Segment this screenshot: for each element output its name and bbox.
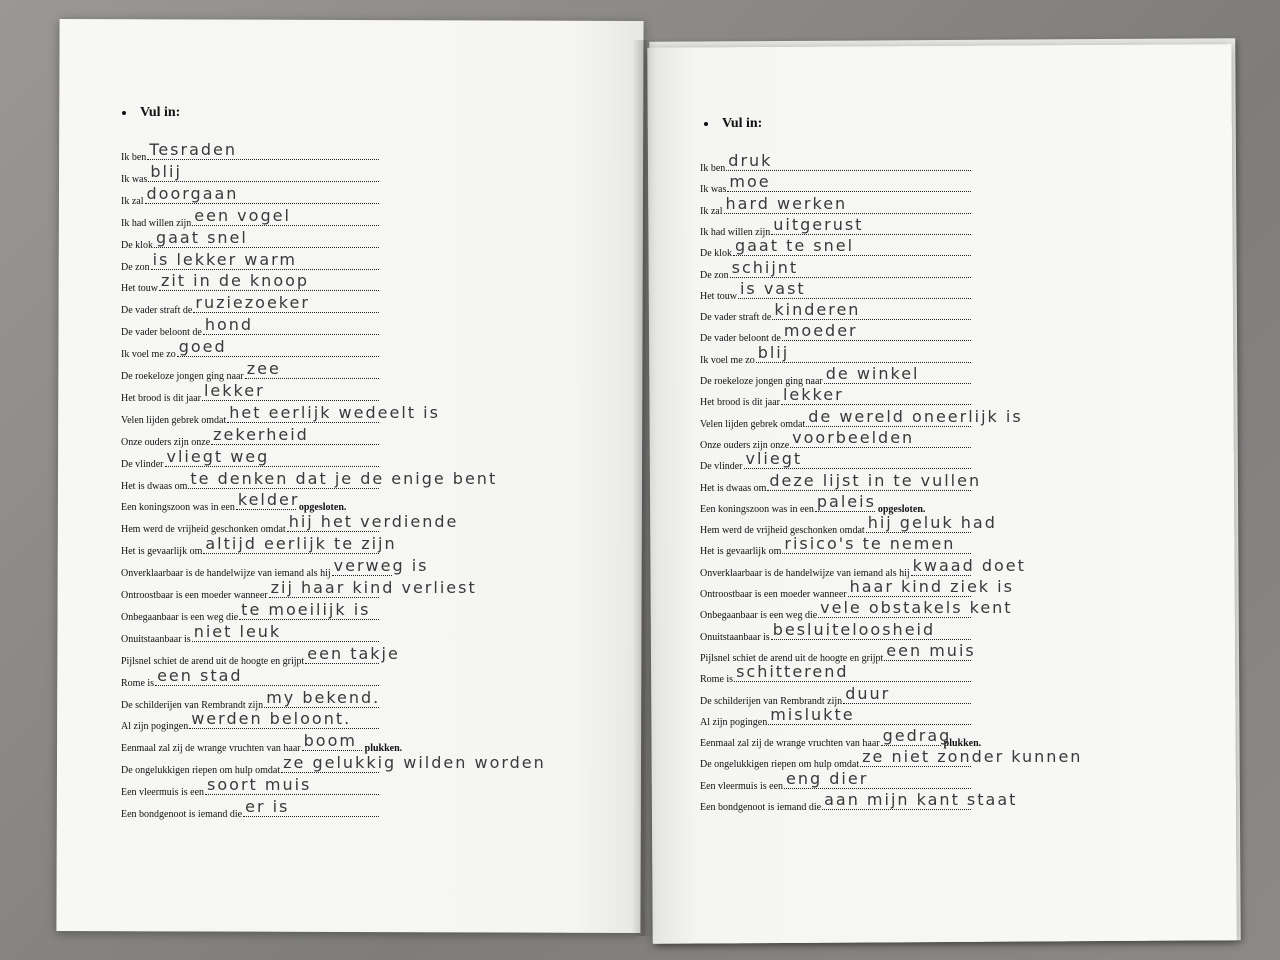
handwritten-answer: vliegt weg	[166, 446, 270, 466]
answer-blank[interactable]	[744, 449, 972, 469]
answer-blank[interactable]	[192, 205, 379, 226]
book-spine	[632, 40, 658, 936]
answer-blank[interactable]	[767, 470, 982, 491]
handwritten-answer: er is	[245, 797, 290, 816]
exercise-prompt: Een vleermuis is een	[700, 780, 784, 792]
exercise-prompt: Een koningszoon was in een	[121, 502, 235, 514]
answer-blank[interactable]	[726, 151, 971, 171]
handwritten-answer: risico's te nemen	[784, 534, 956, 554]
exercise-prompt: Ontroostbaar is een moeder wanneer	[121, 590, 268, 601]
answer-blank[interactable]	[781, 385, 971, 405]
handwritten-answer: ruziezoeker	[195, 293, 310, 313]
handwritten-answer: duur	[845, 683, 891, 703]
exercise-prompt: Rome is	[121, 677, 155, 689]
answer-blank[interactable]	[790, 427, 971, 448]
exercise-prompt: Een bondgenoot is iemand die	[121, 809, 243, 820]
exercise-prompt: Een koningszoon was in een	[700, 503, 814, 515]
handwritten-answer: werden beloont.	[191, 709, 352, 729]
handwritten-answer: hij geluk had	[867, 513, 997, 533]
handwritten-answer: lekker	[782, 385, 844, 405]
handwritten-answer: zee	[246, 359, 281, 378]
exercise-prompt: Onverklaarbaar is de handelwijze van iemand als hij	[121, 568, 331, 580]
handwritten-answer: Tesraden	[149, 140, 238, 159]
answer-blank[interactable]	[815, 491, 876, 512]
exercise-prompt: Al zijn pogingen	[700, 716, 768, 728]
handwritten-answer: voorbeelden	[792, 427, 915, 447]
handwritten-answer: moe	[729, 172, 771, 192]
exercise-prompt: Pijlsnel schiet de arend uit de hoogte en grijpt	[700, 652, 884, 664]
exercise-prompt: De vlinder	[121, 458, 164, 470]
exercise-prompt: Al zijn pogingen	[121, 721, 189, 733]
answer-blank[interactable]	[305, 643, 400, 664]
answer-blank[interactable]	[911, 555, 1026, 576]
answer-blank[interactable]	[245, 359, 379, 379]
answer-blank[interactable]	[239, 599, 379, 620]
answer-blank[interactable]	[269, 578, 477, 598]
exercise-prompt: De ongelukkigen riepen om hulp omdat	[121, 765, 281, 777]
exercise-prompt: De zon	[700, 269, 729, 281]
left-heading: Vul in:	[122, 105, 180, 121]
handwritten-answer: haar kind ziek is	[849, 577, 1014, 596]
handwritten-answer: blij	[757, 342, 790, 362]
exercise-prompt: De vader beloont de	[700, 333, 781, 345]
answer-blank[interactable]	[738, 278, 971, 299]
handwritten-answer: boom	[303, 731, 357, 751]
exercise-prompt: Rome is	[700, 674, 734, 686]
handwritten-answer: doorgaan	[146, 183, 239, 203]
answer-blank[interactable]	[818, 598, 1013, 618]
handwritten-answer: my bekend.	[266, 687, 381, 707]
answer-blank[interactable]	[734, 662, 971, 682]
handwritten-answer: schijnt	[731, 257, 799, 277]
answer-blank[interactable]	[189, 709, 379, 729]
exercise-prompt: De klok	[121, 239, 153, 251]
exercise-prompt: De zon	[121, 261, 150, 273]
answer-blank[interactable]	[866, 513, 997, 533]
answer-blank[interactable]	[192, 621, 379, 642]
exercise-prompt: Ik had willen zijn	[121, 217, 192, 229]
handwritten-answer: niet leuk	[193, 621, 282, 641]
exercise-line	[700, 321, 971, 345]
exercise-prompt: De vader straft de	[700, 312, 772, 324]
handwritten-answer: schitterend	[736, 662, 849, 682]
exercise-prompt: Ik voel me zo	[121, 349, 176, 361]
handwritten-answer: mislukte	[770, 704, 855, 724]
exercise-prompt: Eenmaal zal zij de wrange vruchten van haar	[700, 738, 880, 750]
exercise-prompt: Het brood is dit jaar	[121, 392, 201, 404]
answer-blank[interactable]	[782, 534, 971, 554]
handwritten-answer: druk	[728, 151, 773, 170]
exercise-prompt: De vader beloont de	[121, 327, 202, 339]
exercise-prompt: Een bondgenoot is iemand die	[700, 802, 822, 813]
exercise-line	[121, 315, 379, 339]
exercise-prompt: Het is gevaarlijk om	[121, 546, 203, 558]
handwritten-answer: altijd eerlijk te zijn	[205, 534, 397, 554]
handwritten-answer: hij het verdiende	[288, 512, 459, 532]
exercise-prompt: Het brood is dit jaar	[700, 397, 780, 409]
exercise-prompt: Ik ben	[121, 152, 147, 163]
handwritten-answer: een takje	[307, 643, 400, 663]
answer-blank[interactable]	[155, 665, 379, 686]
exercise-prompt: De schilderijen van Rembrandt zijn	[700, 695, 843, 707]
handwritten-answer: is vast	[739, 278, 806, 298]
right-heading: Vul in:	[704, 116, 762, 132]
exercise-prompt: Hem werd de vrijheid geschonken omdat	[121, 524, 286, 536]
answer-blank[interactable]	[159, 271, 379, 291]
handwritten-answer: ze gelukkig wilden worden	[283, 753, 546, 773]
handwritten-answer: het eerlijk wedeelt is	[229, 402, 440, 422]
exercise-prompt: De vlinder	[700, 461, 743, 473]
exercise-line	[700, 662, 971, 686]
handwritten-answer: een muis	[886, 640, 976, 660]
handwritten-answer: lekker	[203, 380, 265, 400]
answer-blank[interactable]	[860, 747, 1083, 767]
answer-blank[interactable]	[165, 446, 380, 467]
handwritten-answer: hond	[204, 315, 254, 335]
exercise-prompt: Hem werd de vrijheid geschonken omdat	[700, 525, 865, 537]
handwritten-answer: kinderen	[774, 300, 861, 320]
exercise-prompt: Ik voel me zo	[700, 354, 755, 366]
handwritten-answer: blij	[150, 161, 182, 181]
exercise-prompt: Een vleermuis is een	[121, 787, 205, 799]
exercise-suffix: plukken.	[943, 738, 982, 750]
exercise-prompt: Velen lijden gebrek omdat	[700, 418, 806, 430]
handwritten-answer: vliegt	[745, 449, 803, 469]
exercise-prompt: Ik ben	[700, 163, 726, 174]
exercise-prompt: Het is gevaarlijk om	[700, 546, 782, 558]
bullet-icon	[704, 122, 708, 126]
answer-blank[interactable]	[768, 704, 971, 725]
handwritten-answer: de wereld oneerlijk is	[808, 406, 1023, 426]
answer-blank[interactable]	[881, 726, 952, 746]
handwritten-answer: een stad	[157, 665, 243, 685]
handwritten-answer: zit in de knoop	[160, 271, 310, 291]
answer-blank[interactable]	[756, 342, 971, 363]
handwritten-answer: verweg is	[333, 556, 429, 576]
handwritten-answer: de winkel	[825, 364, 920, 383]
exercise-prompt: Ik zal	[700, 205, 723, 217]
answer-blank[interactable]	[203, 534, 397, 554]
answer-blank[interactable]	[843, 683, 971, 704]
handwritten-answer: is lekker warm	[152, 249, 298, 269]
answer-blank[interactable]	[782, 321, 971, 341]
answer-blank[interactable]	[177, 337, 379, 357]
answer-blank[interactable]	[733, 236, 971, 256]
exercise-prompt: Ik zal	[121, 195, 144, 207]
exercise-prompt: De ongelukkigen riepen om hulp omdat	[700, 759, 860, 771]
exercise-prompt: Pijlsnel schiet de arend uit de hoogte en grijpt	[121, 655, 305, 667]
answer-blank[interactable]	[730, 257, 971, 278]
answer-blank[interactable]	[264, 687, 381, 708]
exercise-prompt: Onuitstaanbaar is	[700, 631, 770, 643]
answer-blank[interactable]	[147, 140, 379, 160]
handwritten-answer: aan mijn kant staat	[824, 790, 1018, 809]
exercise-line	[121, 797, 379, 820]
answer-blank[interactable]	[771, 214, 971, 235]
answer-blank[interactable]	[771, 619, 971, 640]
handwritten-answer: gaat te snel	[734, 236, 855, 256]
exercise-prompt: Het touw	[700, 290, 737, 302]
handwritten-answer: eng dier	[786, 768, 869, 788]
exercise-prompt: Onuitstaanbaar is	[121, 633, 191, 645]
exercise-prompt: Het is dwaas om	[700, 482, 767, 494]
exercise-prompt: Onverklaarbaar is de handelwijze van iemand als hij	[700, 567, 910, 579]
exercise-suffix: opgesloten.	[298, 502, 347, 514]
exercise-suffix: opgesloten.	[877, 503, 926, 515]
handwritten-answer: gedrag	[882, 726, 952, 746]
exercise-prompt: De vader straft de	[121, 305, 193, 317]
answer-blank[interactable]	[205, 775, 379, 795]
handwritten-answer: moeder	[783, 321, 858, 341]
handwritten-answer: hard werken	[725, 193, 848, 213]
exercise-prompt: Het touw	[121, 283, 158, 295]
handwritten-answer: goed	[178, 337, 227, 357]
answer-blank[interactable]	[772, 300, 971, 320]
exercise-line	[700, 427, 971, 451]
answer-blank[interactable]	[822, 790, 1018, 810]
answer-blank[interactable]	[151, 249, 379, 270]
handwritten-answer: paleis	[816, 491, 876, 511]
answer-blank[interactable]	[193, 293, 379, 313]
answer-blank[interactable]	[202, 380, 379, 401]
exercise-prompt: Ik was	[121, 173, 148, 185]
exercise-suffix: plukken.	[364, 743, 403, 755]
handwritten-answer: gaat snel	[155, 227, 248, 247]
exercise-prompt: Velen lijden gebrek omdat	[121, 414, 227, 426]
answer-blank[interactable]	[724, 193, 972, 214]
exercise-prompt: De roekeloze jongen ging naar	[121, 371, 244, 382]
answer-blank[interactable]	[243, 797, 379, 817]
answer-blank[interactable]	[236, 490, 300, 510]
handwritten-answer: uitgerust	[773, 214, 864, 234]
exercise-prompt: De roekeloze jongen ging naar	[700, 376, 823, 387]
handwritten-answer: kelder	[237, 490, 300, 510]
answer-blank[interactable]	[154, 227, 379, 248]
answer-blank[interactable]	[884, 640, 976, 661]
answer-blank[interactable]	[848, 577, 1014, 597]
answer-blank[interactable]	[784, 768, 971, 789]
answer-blank[interactable]	[727, 172, 971, 192]
exercise-prompt: Onze ouders zijn onze	[700, 439, 790, 451]
answer-blank[interactable]	[824, 364, 971, 384]
handwritten-answer: besluiteloosheid	[772, 619, 936, 639]
exercise-prompt: Eenmaal zal zij de wrange vruchten van haar	[121, 743, 301, 755]
exercise-prompt: Ik was	[700, 184, 727, 196]
exercise-prompt: Onbegaanbaar is een weg die	[700, 610, 818, 622]
handwritten-answer: te moeilijk is	[241, 599, 371, 619]
exercise-prompt: Ik had willen zijn	[700, 226, 771, 238]
handwritten-answer: te denken dat je de enige bent	[190, 468, 498, 488]
answer-blank[interactable]	[203, 315, 379, 335]
answer-blank[interactable]	[281, 753, 546, 773]
handwritten-answer: kwaad doet	[912, 555, 1026, 575]
handwritten-answer: zij haar kind verliest	[270, 578, 477, 597]
exercise-prompt: Onbegaanbaar is een weg die	[121, 611, 239, 623]
exercise-line	[700, 790, 1018, 813]
exercise-prompt: Onze ouders zijn onze	[121, 436, 211, 448]
handwritten-answer: zekerheid	[213, 424, 309, 444]
answer-blank[interactable]	[287, 512, 459, 532]
answer-blank[interactable]	[188, 468, 498, 489]
answer-blank[interactable]	[332, 556, 429, 576]
exercise-prompt: Het is dwaas om	[121, 480, 188, 492]
exercise-prompt: Ontroostbaar is een moeder wanneer	[700, 589, 847, 600]
exercise-prompt: De schilderijen van Rembrandt zijn	[121, 699, 264, 711]
answer-blank[interactable]	[145, 183, 380, 204]
answer-blank[interactable]	[806, 406, 1023, 427]
handwritten-answer: een vogel	[194, 205, 291, 225]
handwritten-answer: deze lijst in te vullen	[769, 470, 982, 490]
answer-blank[interactable]	[302, 731, 362, 751]
answer-blank[interactable]	[227, 402, 440, 423]
exercise-prompt: De klok	[700, 248, 732, 260]
handwritten-answer: ze niet zonder kunnen	[862, 747, 1083, 767]
handwritten-answer: vele obstakels kent	[820, 598, 1013, 618]
answer-blank[interactable]	[211, 424, 379, 445]
answer-blank[interactable]	[148, 161, 379, 182]
bullet-icon	[122, 111, 126, 115]
handwritten-answer: soort muis	[207, 775, 312, 795]
